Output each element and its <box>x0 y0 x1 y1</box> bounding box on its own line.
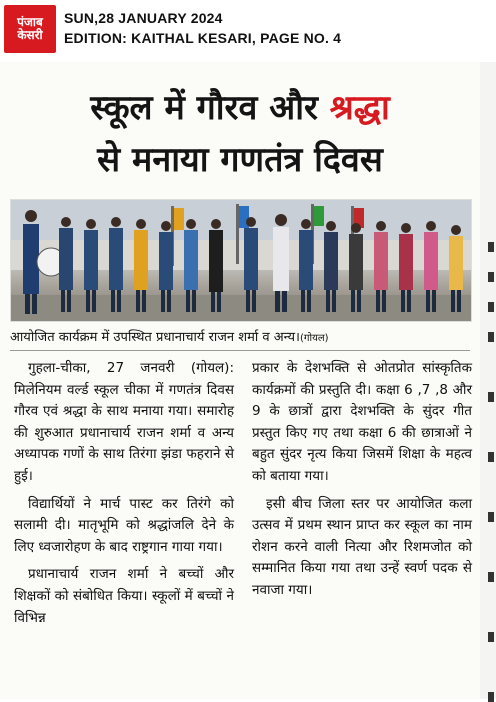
article-column-2 <box>252 358 472 608</box>
photo-credit: (गोयल) <box>299 333 329 344</box>
col1-paragraph: गुहला-चीका, 27 जनवरी (गोयल): मिलेनियम वर्ल्ड स्कूल चीका में गणतंत्र दिवस गौरव एवं श्रद्धा के साथ मनाया गया। समारोह की शुरुआत प्रधानाचार्य राजन शर्मा व अन्य अध्यापक गणों के साथ तिरंगा झंडा फहराने से हुई। <box>14 360 234 484</box>
col2-paragraph: प्रकार के देशभक्ति से ओतप्रोत सांस्कृतिक कार्यक्रमों की प्रस्तुति दी। कक्षा 6 ,7 ,8 और 9 के छात्रों द्वारा देशभक्ति के सुंदर गीत प्रस्तुत किए गए तथा कक्षा 6 की छात्राओं ने बहुत सुंदर नृत्य किया जिसमें शिक्षा के महत्व को बताया गया। <box>252 360 472 484</box>
col1-paragraph: विद्यार्थियों ने मार्च पास्ट कर तिरंगे को सलामी दी। मातृभूमि को श्रद्धांजलि देने के लिए ध्वजारोहण के बाद राष्ट्रगान गाया गया। <box>14 495 234 555</box>
logo-line-1: पंजाब <box>17 15 43 30</box>
group-photo-illustration <box>11 200 471 321</box>
text-fragment <box>488 512 494 522</box>
headline-line-1 <box>0 82 480 134</box>
edition-line: EDITION: KAITHAL KESARI, PAGE NO. 4 <box>64 30 342 46</box>
col2-paragraph: इसी बीच जिला स्तर पर आयोजित कला उत्सव में प्रथम स्थान प्राप्त कर स्कूल का नाम रोशन करने वाली नित्या और रिशमजोत को सम्मानित किया गया तथा उन्हें स्वर्ण पदक से नवाजा गया। <box>252 495 472 598</box>
headline-line-2: से मनाया गणतंत्र दिवस <box>97 140 383 180</box>
text-fragment <box>488 242 494 252</box>
text-fragment <box>488 302 494 312</box>
text-fragment <box>488 272 494 282</box>
text-fragment <box>488 692 494 702</box>
event-photo <box>10 199 472 322</box>
edition-meta <box>64 8 341 48</box>
punjab-kesari-logo <box>4 5 56 53</box>
text-fragment <box>488 572 494 582</box>
article-headline <box>0 82 480 186</box>
clipping-header <box>0 0 496 62</box>
text-fragment <box>488 392 494 402</box>
newspaper-page <box>0 62 480 699</box>
photo-caption <box>10 327 470 345</box>
logo-line-2: केसरी <box>17 28 43 42</box>
text-fragment <box>488 632 494 642</box>
headline-text: स्कूल में गौरव और <box>90 88 330 128</box>
adjacent-column-edge <box>480 62 496 699</box>
caption-divider <box>10 350 470 351</box>
article-column-1 <box>14 358 234 635</box>
text-fragment <box>488 452 494 462</box>
col1-paragraph: प्रधानाचार्य राजन शर्मा ने बच्चों और शिक्षकों को संबोधित किया। स्कूलों में बच्चों ने विभिन्न <box>14 566 234 626</box>
headline-highlight: श्रद्धा <box>329 88 390 128</box>
date-line: SUN,28 JANUARY 2024 <box>64 10 223 26</box>
caption-text: आयोजित कार्यक्रम में उपस्थित प्रधानाचार्य राजन शर्मा व अन्य। <box>10 330 300 345</box>
text-fragment <box>488 332 494 342</box>
